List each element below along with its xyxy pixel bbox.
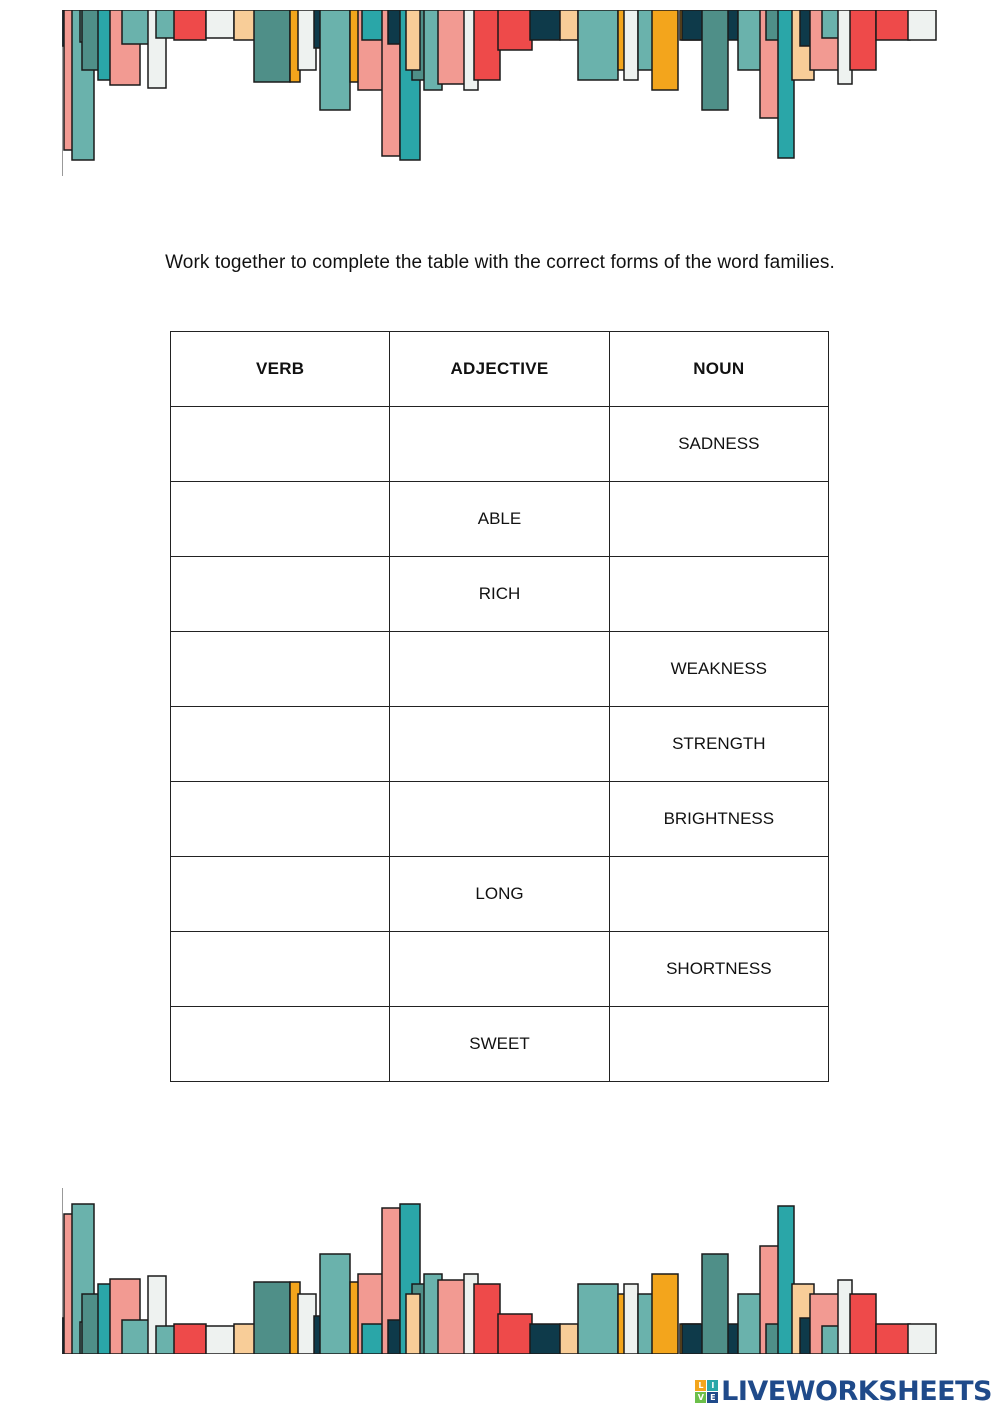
liveworksheets-logo [695, 1376, 992, 1407]
table-row [171, 932, 829, 1007]
book-shape [438, 10, 466, 84]
book-shape [474, 1284, 500, 1354]
table-row [171, 482, 829, 557]
word-family-table [170, 331, 829, 1082]
noun-cell: WEAKNESS [609, 632, 828, 707]
adjective-cell[interactable] [390, 932, 609, 1007]
header-adjective: ADJECTIVE [390, 332, 609, 407]
book-shape [560, 1324, 578, 1354]
book-shape [850, 10, 876, 70]
book-shape [850, 1294, 876, 1354]
book-shape [174, 1324, 206, 1354]
decorative-books-banner-bottom [62, 1188, 939, 1354]
book-shape [498, 1314, 532, 1354]
adjective-cell: SWEET [390, 1007, 609, 1082]
verb-cell[interactable] [171, 407, 390, 482]
book-shape [652, 1274, 678, 1354]
noun-cell[interactable] [609, 1007, 828, 1082]
adjective-cell[interactable] [390, 407, 609, 482]
book-shape [254, 1282, 290, 1354]
noun-cell: SADNESS [609, 407, 828, 482]
book-shape [624, 10, 638, 80]
verb-cell[interactable] [171, 707, 390, 782]
table-row [171, 782, 829, 857]
decorative-books-banner-top [62, 10, 939, 176]
verb-cell[interactable] [171, 632, 390, 707]
adjective-cell[interactable] [390, 782, 609, 857]
verb-cell[interactable] [171, 557, 390, 632]
verb-cell[interactable] [171, 857, 390, 932]
book-shape [406, 1294, 420, 1354]
book-shape [908, 1324, 936, 1354]
header-noun: NOUN [609, 332, 828, 407]
verb-cell[interactable] [171, 482, 390, 557]
book-shape [876, 1324, 910, 1354]
book-shape [320, 1254, 350, 1354]
book-shape [624, 1284, 638, 1354]
instruction-text: Work together to complete the table with the correct forms of the word families. [165, 252, 835, 273]
book-shape [876, 10, 910, 40]
liveworksheets-icon: L I V E [695, 1380, 718, 1403]
table-row [171, 857, 829, 932]
adjective-cell[interactable] [390, 707, 609, 782]
book-shape [498, 10, 532, 50]
adjective-cell: ABLE [390, 482, 609, 557]
noun-cell: BRIGHTNESS [609, 782, 828, 857]
books-illustration-bottom [62, 1188, 939, 1354]
book-shape [578, 1284, 618, 1354]
noun-cell[interactable] [609, 482, 828, 557]
book-shape [438, 1280, 466, 1354]
book-shape [320, 10, 350, 110]
noun-cell: SHORTNESS [609, 932, 828, 1007]
table-row [171, 707, 829, 782]
adjective-cell: LONG [390, 857, 609, 932]
book-shape [530, 10, 560, 40]
book-shape [474, 10, 500, 80]
book-shape [560, 10, 578, 40]
book-shape [206, 10, 234, 38]
verb-cell[interactable] [171, 1007, 390, 1082]
noun-cell[interactable] [609, 557, 828, 632]
book-shape [206, 1326, 234, 1354]
book-shape [406, 10, 420, 70]
noun-cell: STRENGTH [609, 707, 828, 782]
adjective-cell: RICH [390, 557, 609, 632]
table-row [171, 1007, 829, 1082]
book-shape [702, 10, 728, 110]
table-row [171, 632, 829, 707]
header-verb: VERB [171, 332, 390, 407]
book-shape [652, 10, 678, 90]
book-shape [578, 10, 618, 80]
book-shape [702, 1254, 728, 1354]
verb-cell[interactable] [171, 932, 390, 1007]
table-row [171, 557, 829, 632]
book-shape [530, 1324, 560, 1354]
book-shape [254, 10, 290, 82]
book-shape [174, 10, 206, 40]
liveworksheets-wordmark: LIVEWORKSHEETS [721, 1376, 992, 1407]
noun-cell[interactable] [609, 857, 828, 932]
table-row [171, 407, 829, 482]
adjective-cell[interactable] [390, 632, 609, 707]
books-illustration-top [62, 10, 939, 176]
table-header-row [171, 332, 829, 407]
book-shape [908, 10, 936, 40]
verb-cell[interactable] [171, 782, 390, 857]
